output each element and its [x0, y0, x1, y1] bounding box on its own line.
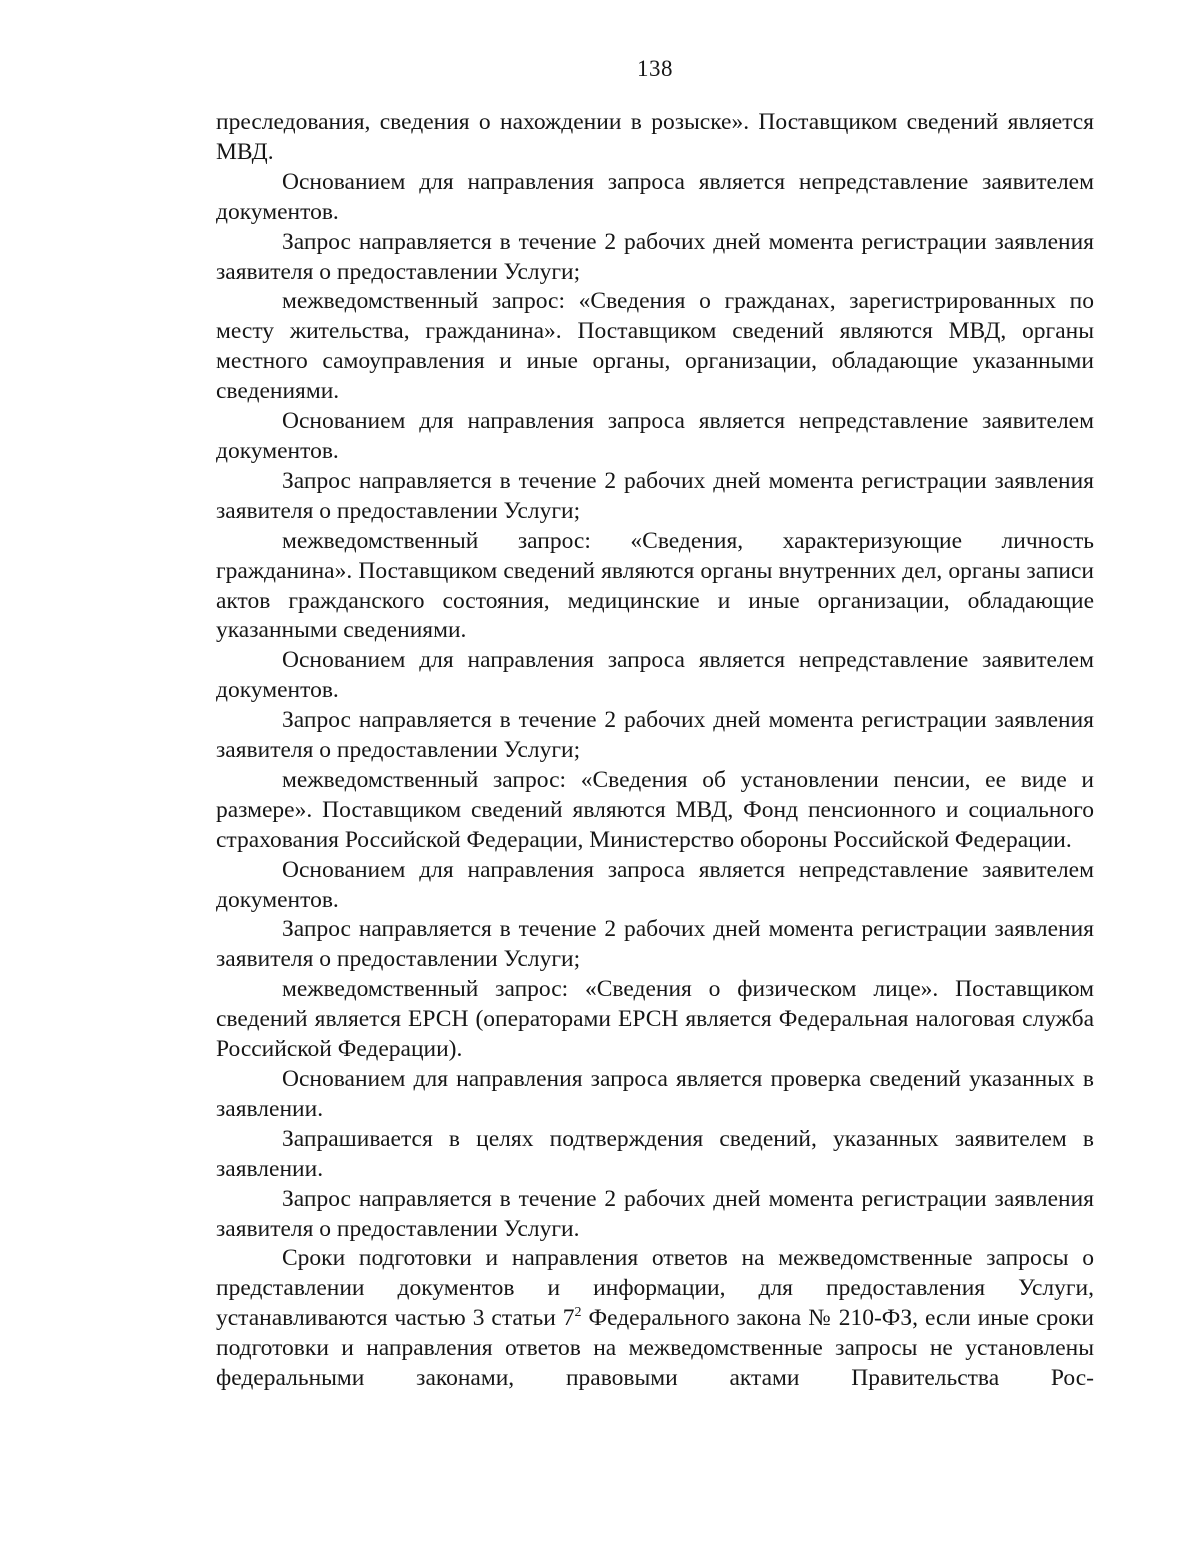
paragraph: Основанием для направления запроса является непредставление заявителем документов.: [216, 168, 1094, 225]
paragraph: межведомственный запрос: «Сведения о физическом лице». Поставщиком сведений является ЕРСН (операторами ЕРСН является Федеральная налоговая служба Российской Федерации).: [216, 976, 1094, 1063]
paragraph: Основанием для направления запроса является проверка сведений указанных в заявлении.: [216, 1066, 1094, 1122]
paragraph: межведомственный запрос: «Сведения, характеризующие личность гражданина». Поставщиком сведений являются органы внутренних дел, органы записи актов гражданского состояния, медицинские и иные организации, обладающие указанными сведениями.: [216, 527, 1094, 644]
paragraph: Основанием для направления запроса является непредставление заявителем документов.: [216, 856, 1094, 913]
document-body: [216, 108, 1094, 1394]
paragraph: Запрос направляется в течение 2 рабочих дней момента регистрации заявления заявителя о предоставлении Услуги.: [216, 1185, 1094, 1242]
paragraph-text: Федерального закона № 210-ФЗ, если иные сроки подготовки и направления ответов на межведомственные запросы не установлены федеральными законами, правовыми актами Правительства Рос-: [216, 1305, 1094, 1392]
paragraph-last: [216, 1244, 1094, 1394]
paragraph: Запрос направляется в течение 2 рабочих дней момента регистрации заявления заявителя о предоставлении Услуги;: [216, 467, 1094, 524]
paragraph: Запрашивается в целях подтверждения сведений, указанных заявителем в заявлении.: [216, 1125, 1094, 1182]
page-number: 138: [637, 56, 673, 81]
paragraph: Запрос направляется в течение 2 рабочих дней момента регистрации заявления заявителя о предоставлении Услуги;: [216, 228, 1094, 285]
superscript-article-number: 2: [574, 1305, 582, 1321]
paragraph: межведомственный запрос: «Сведения об установлении пенсии, ее виде и размере». Поставщиком сведений являются МВД, Фонд пенсионного и социального страхования Российской Федерации, Министерство обороны Российской Федерации.: [216, 766, 1094, 853]
paragraph: Запрос направляется в течение 2 рабочих дней момента регистрации заявления заявителя о предоставлении Услуги;: [216, 707, 1094, 764]
paragraph: Запрос направляется в течение 2 рабочих дней момента регистрации заявления заявителя о предоставлении Услуги;: [216, 916, 1094, 973]
paragraph-continued: преследования, сведения о нахождении в розыске». Поставщиком сведений является МВД.: [216, 109, 1094, 165]
paragraph: Основанием для направления запроса является непредставление заявителем документов.: [216, 647, 1094, 704]
paragraph-text: Сроки подготовки и направления ответов на межведомственные запросы о представлении документов и информации, для предоставления Услуги, устанавливаются частью 3 статьи 7: [216, 1245, 1094, 1332]
paragraph: Основанием для направления запроса является непредставление заявителем документов.: [216, 408, 1094, 464]
paragraph: межведомственный запрос: «Сведения о гражданах, зарегистрированных по месту жительства, гражданина». Поставщиком сведений являются МВД, органы местного самоуправления и иные органы, организации, обладающие указанными сведениями.: [216, 288, 1094, 405]
